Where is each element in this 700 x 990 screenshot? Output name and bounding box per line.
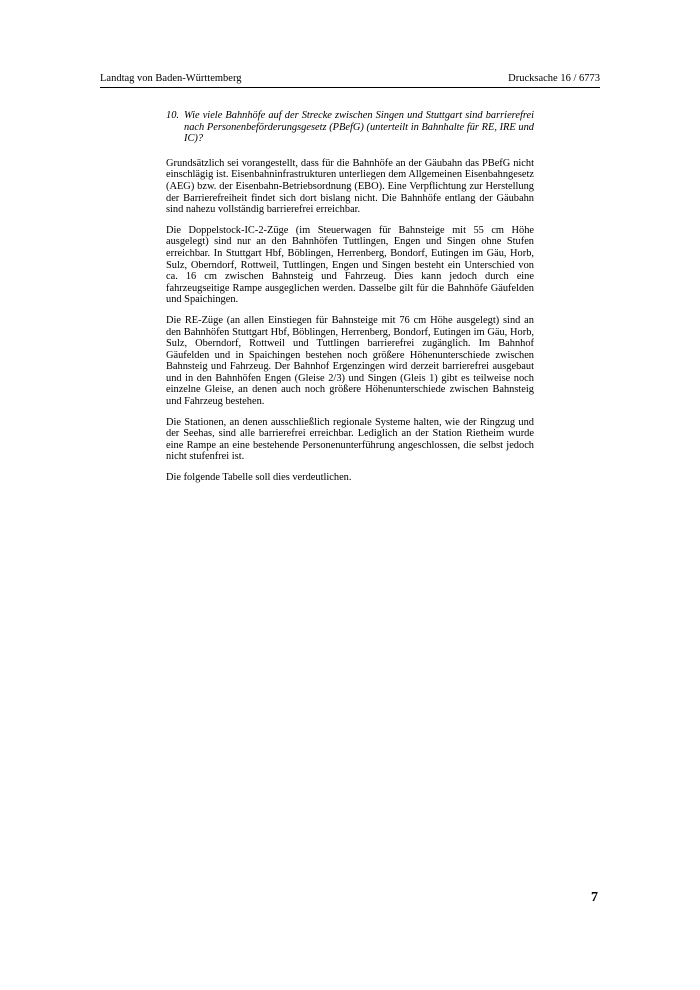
page-number: 7 <box>591 890 598 905</box>
answer-paragraph-1: Grundsätzlich sei vorangestellt, dass für die Bahnhöfe an der Gäubahn das PBefG nicht einschlägig ist. Eisenbahninfrastrukturen unterliegen dem Allgemeinen Eisenbahngesetz (AEG) bzw. der Eisenbahn-Betriebsordnung (EBO). Eine Verpflichtung zur Herstellung der Barrierefreiheit findet sich dort bislang nicht. Die Bahnhöfe entlang der Gäubahn sind nahezu vollständig barrierefrei erreichbar. <box>166 157 534 216</box>
answer-paragraph-2: Die Doppelstock-IC-2-Züge (im Steuerwagen für Bahnsteige mit 55 cm Höhe ausgelegt) sind nur an den Bahnhöfen Tuttlingen, Engen und Singen ohne Stufen erreichbar. In Stuttgart Hbf, Böblingen, Herrenberg, Bondorf, Eutingen im Gäu, Horb, Sulz, Oberndorf, Rottweil, Tuttlingen, Engen und Singen besteht ein Unterschied von ca. 16 cm zwischen Bahnsteig und Fahrzeug. Dies kann jedoch durch eine fahrzeugseitige Rampe ausgeglichen werden. Dasselbe gilt für die Bahnhöfe Gäufelden und Spaichingen. <box>166 224 534 306</box>
header-divider <box>100 87 600 88</box>
header-parliament-name: Landtag von Baden-Württemberg <box>100 73 242 84</box>
answer-paragraph-4: Die Stationen, an denen ausschließlich regionale Systeme halten, wie der Ringzug und der Seehas, sind alle barrierefrei erreichbar. Lediglich an der Station Rietheim wurde eine Rampe an eine bestehende Personenunterführung angeschlossen, die selbst jedoch nicht stufenfrei ist. <box>166 416 534 463</box>
answer-paragraph-3: Die RE-Züge (an allen Einstiegen für Bahnsteige mit 76 cm Höhe ausgelegt) sind an den Bahnhöfen Stuttgart Hbf, Böblingen, Herrenberg, Bondorf, Eutingen im Gäu, Horb, Sulz, Oberndorf, Rottweil und Tuttlingen barrierefrei zugänglich. Im Bahnhof Gäufelden und in Spaichingen bestehen noch größere Höhenunterschiede zwischen Bahnsteig und Fahrzeug. Der Bahnhof Ergenzingen wird derzeit barrierefrei ausgebaut und in den Bahnhöfen Engen (Gleise 2/3) und Singen (Gleis 1) gibt es teilweise noch einzelne Gleise, an denen auch noch größere Höhenunterschiede zwischen Bahnsteig und Fahrzeug bestehen. <box>166 314 534 408</box>
question-number: 10. <box>166 110 179 121</box>
header-document-number: Drucksache 16 / 6773 <box>508 73 600 84</box>
document-body <box>166 110 534 493</box>
question-text: Wie viele Bahnhöfe auf der Strecke zwischen Singen und Stuttgart sind barrierefrei nach Personenbeförderungsgesetz (PBefG) (unterteilt in Bahnhalte für RE, IRE und IC)? <box>184 110 534 145</box>
answer-paragraph-5: Die folgende Tabelle soll dies verdeutlichen. <box>166 472 352 484</box>
question-block <box>166 110 534 145</box>
